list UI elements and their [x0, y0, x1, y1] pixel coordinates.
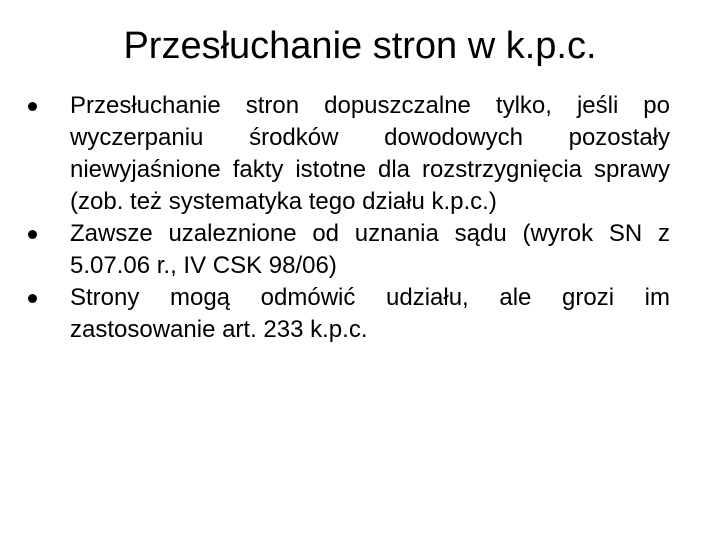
slide-title: Przesłuchanie stron w k.p.c.: [123, 25, 597, 67]
bullet-dot-icon: [28, 230, 37, 239]
bullet-dot-icon: [28, 294, 37, 303]
bullet-text: Przesłuchanie stron dopuszczalne tylko, jeśli po wyczerpaniu środków dowodowych pozostały niewyjaśnione fakty istotne dla rozstrzygnięcia sprawy (zob. też systematyka tego działu k.p.c.): [70, 92, 670, 215]
bullet-item: [28, 282, 670, 346]
bullet-dot-icon: [28, 102, 37, 111]
bullet-item: [28, 90, 670, 218]
bullet-list: [28, 90, 670, 346]
bullet-item: [28, 218, 670, 282]
bullet-text: Strony mogą odmówić udziału, ale grozi im zastosowanie art. 233 k.p.c.: [70, 284, 670, 343]
bullet-text: Zawsze uzaleznione od uznania sądu (wyrok SN z 5.07.06 r., IV CSK 98/06): [70, 220, 670, 279]
